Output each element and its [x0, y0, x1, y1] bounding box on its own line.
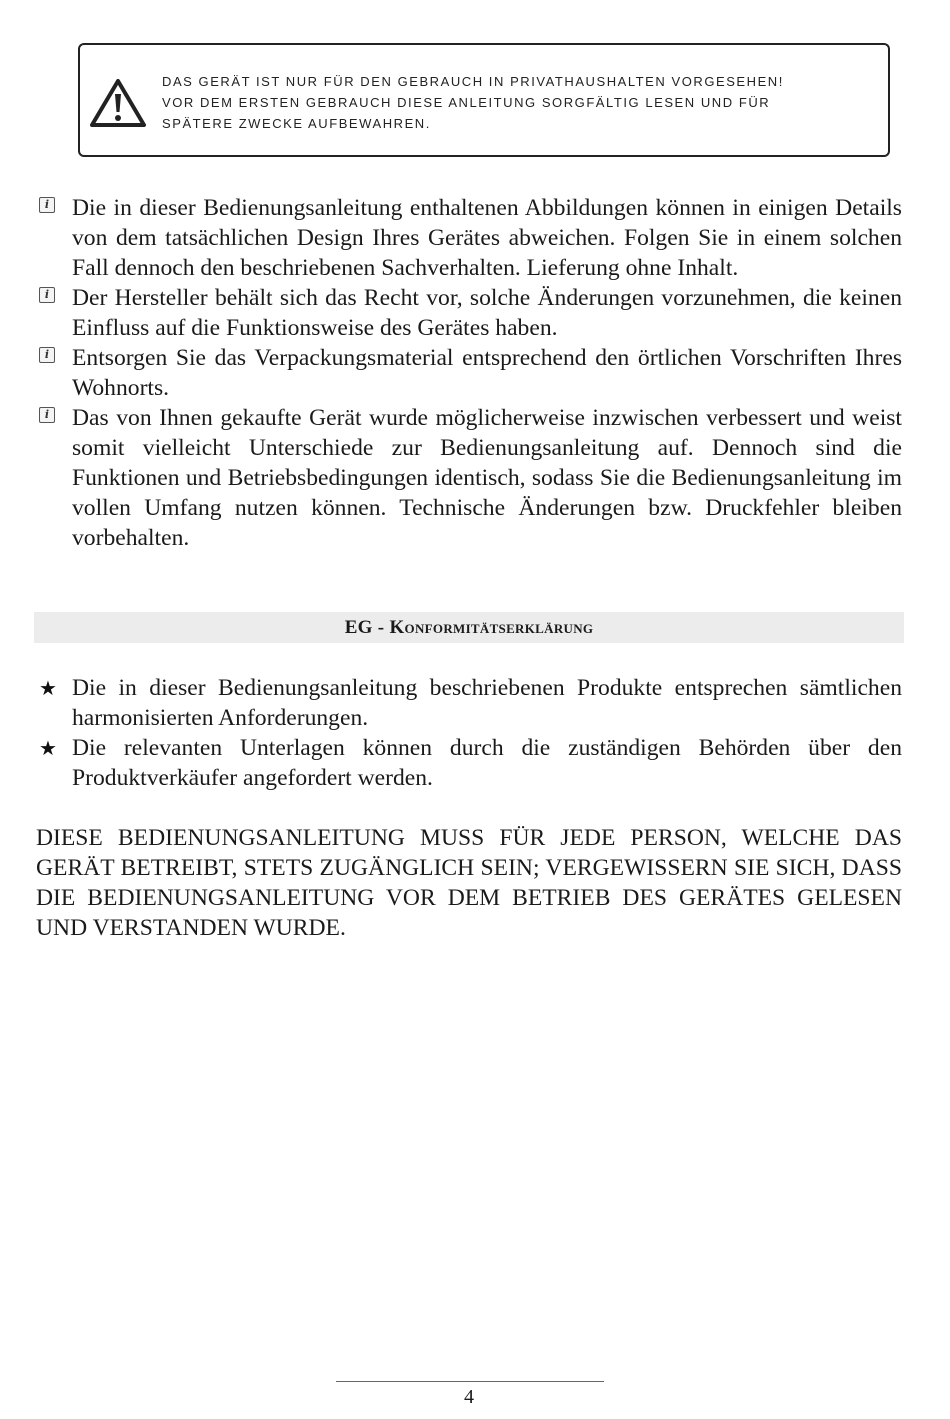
warning-line: DAS GERÄT IST NUR FÜR DEN GEBRAUCH IN PRIVATHAUSHALTEN VORGESEHEN!: [162, 74, 784, 89]
info-note: [36, 403, 902, 553]
info-icon: i: [39, 287, 55, 303]
info-icon: i: [39, 407, 55, 423]
info-note: [36, 193, 902, 283]
warning-line: VOR DEM ERSTEN GEBRAUCH DIESE ANLEITUNG SORGFÄLTIG LESEN UND FÜR: [162, 95, 771, 110]
conformity-point: [36, 673, 902, 733]
info-icon: i: [39, 347, 55, 363]
info-note: [36, 283, 902, 343]
conformity-point: [36, 733, 902, 793]
info-note: [36, 343, 902, 403]
closing-notice: DIESE BEDIENUNGSANLEITUNG MUSS FÜR JEDE PERSON, WELCHE DAS GERÄT BETREIBT, STETS ZUGÄNGLICH SEIN; VERGEWISSERN SIE SICH, DASS DIE BEDIENUNGSANLEITUNG VOR DEM BETRIEB DES GERÄTES GELESEN UND VERSTANDEN WURDE.: [36, 825, 902, 941]
warning-box: [78, 43, 890, 157]
info-note-text: Die in dieser Bedienungsanleitung enthaltenen Abbildungen können in einigen Details von dem tatsächlichen Design Ihres Gerätes abweichen. Folgen Sie in einem solchen Fall dennoch den beschriebenen Sachverhalten. Lieferung ohne Inhalt.: [72, 195, 902, 281]
warning-text: [162, 71, 882, 134]
conformity-point-text: Die relevanten Unterlagen können durch die zuständigen Behörden über den Produktverkäufer angefordert werden.: [72, 735, 902, 791]
info-note-text: Entsorgen Sie das Verpackungsmaterial entsprechend den örtlichen Vorschriften Ihres Wohnorts.: [72, 345, 902, 401]
section-heading: EG - Konformitätserklärung: [34, 612, 904, 643]
warning-triangle-icon: [89, 78, 147, 128]
page-number: 4: [464, 1386, 474, 1408]
warning-line: SPÄTERE ZWECKE AUFBEWAHREN.: [162, 116, 431, 131]
star-icon: ★: [39, 736, 57, 760]
info-icon: i: [39, 197, 55, 213]
star-icon: ★: [39, 676, 57, 700]
conformity-point-text: Die in dieser Bedienungsanleitung beschriebenen Produkte entsprechen sämtlichen harmonisierten Anforderungen.: [72, 675, 902, 731]
info-note-text: Das von Ihnen gekaufte Gerät wurde möglicherweise inzwischen verbessert und weist somit vielleicht Unterschiede zur Bedienungsanleitung auf. Dennoch sind die Funktionen und Betriebsbedingungen identisch, sodass Sie die Bedienungsanleitung im vollen Umfang nutzen können. Technische Änderungen bzw. Druckfehler bleiben vorbehalten.: [72, 405, 902, 551]
footer-divider: [336, 1381, 604, 1382]
info-note-text: Der Hersteller behält sich das Recht vor, solche Änderungen vorzunehmen, die keinen Einfluss auf die Funktionsweise des Gerätes haben.: [72, 285, 902, 341]
info-notes-list: [36, 193, 902, 553]
conformity-list: [36, 673, 902, 793]
